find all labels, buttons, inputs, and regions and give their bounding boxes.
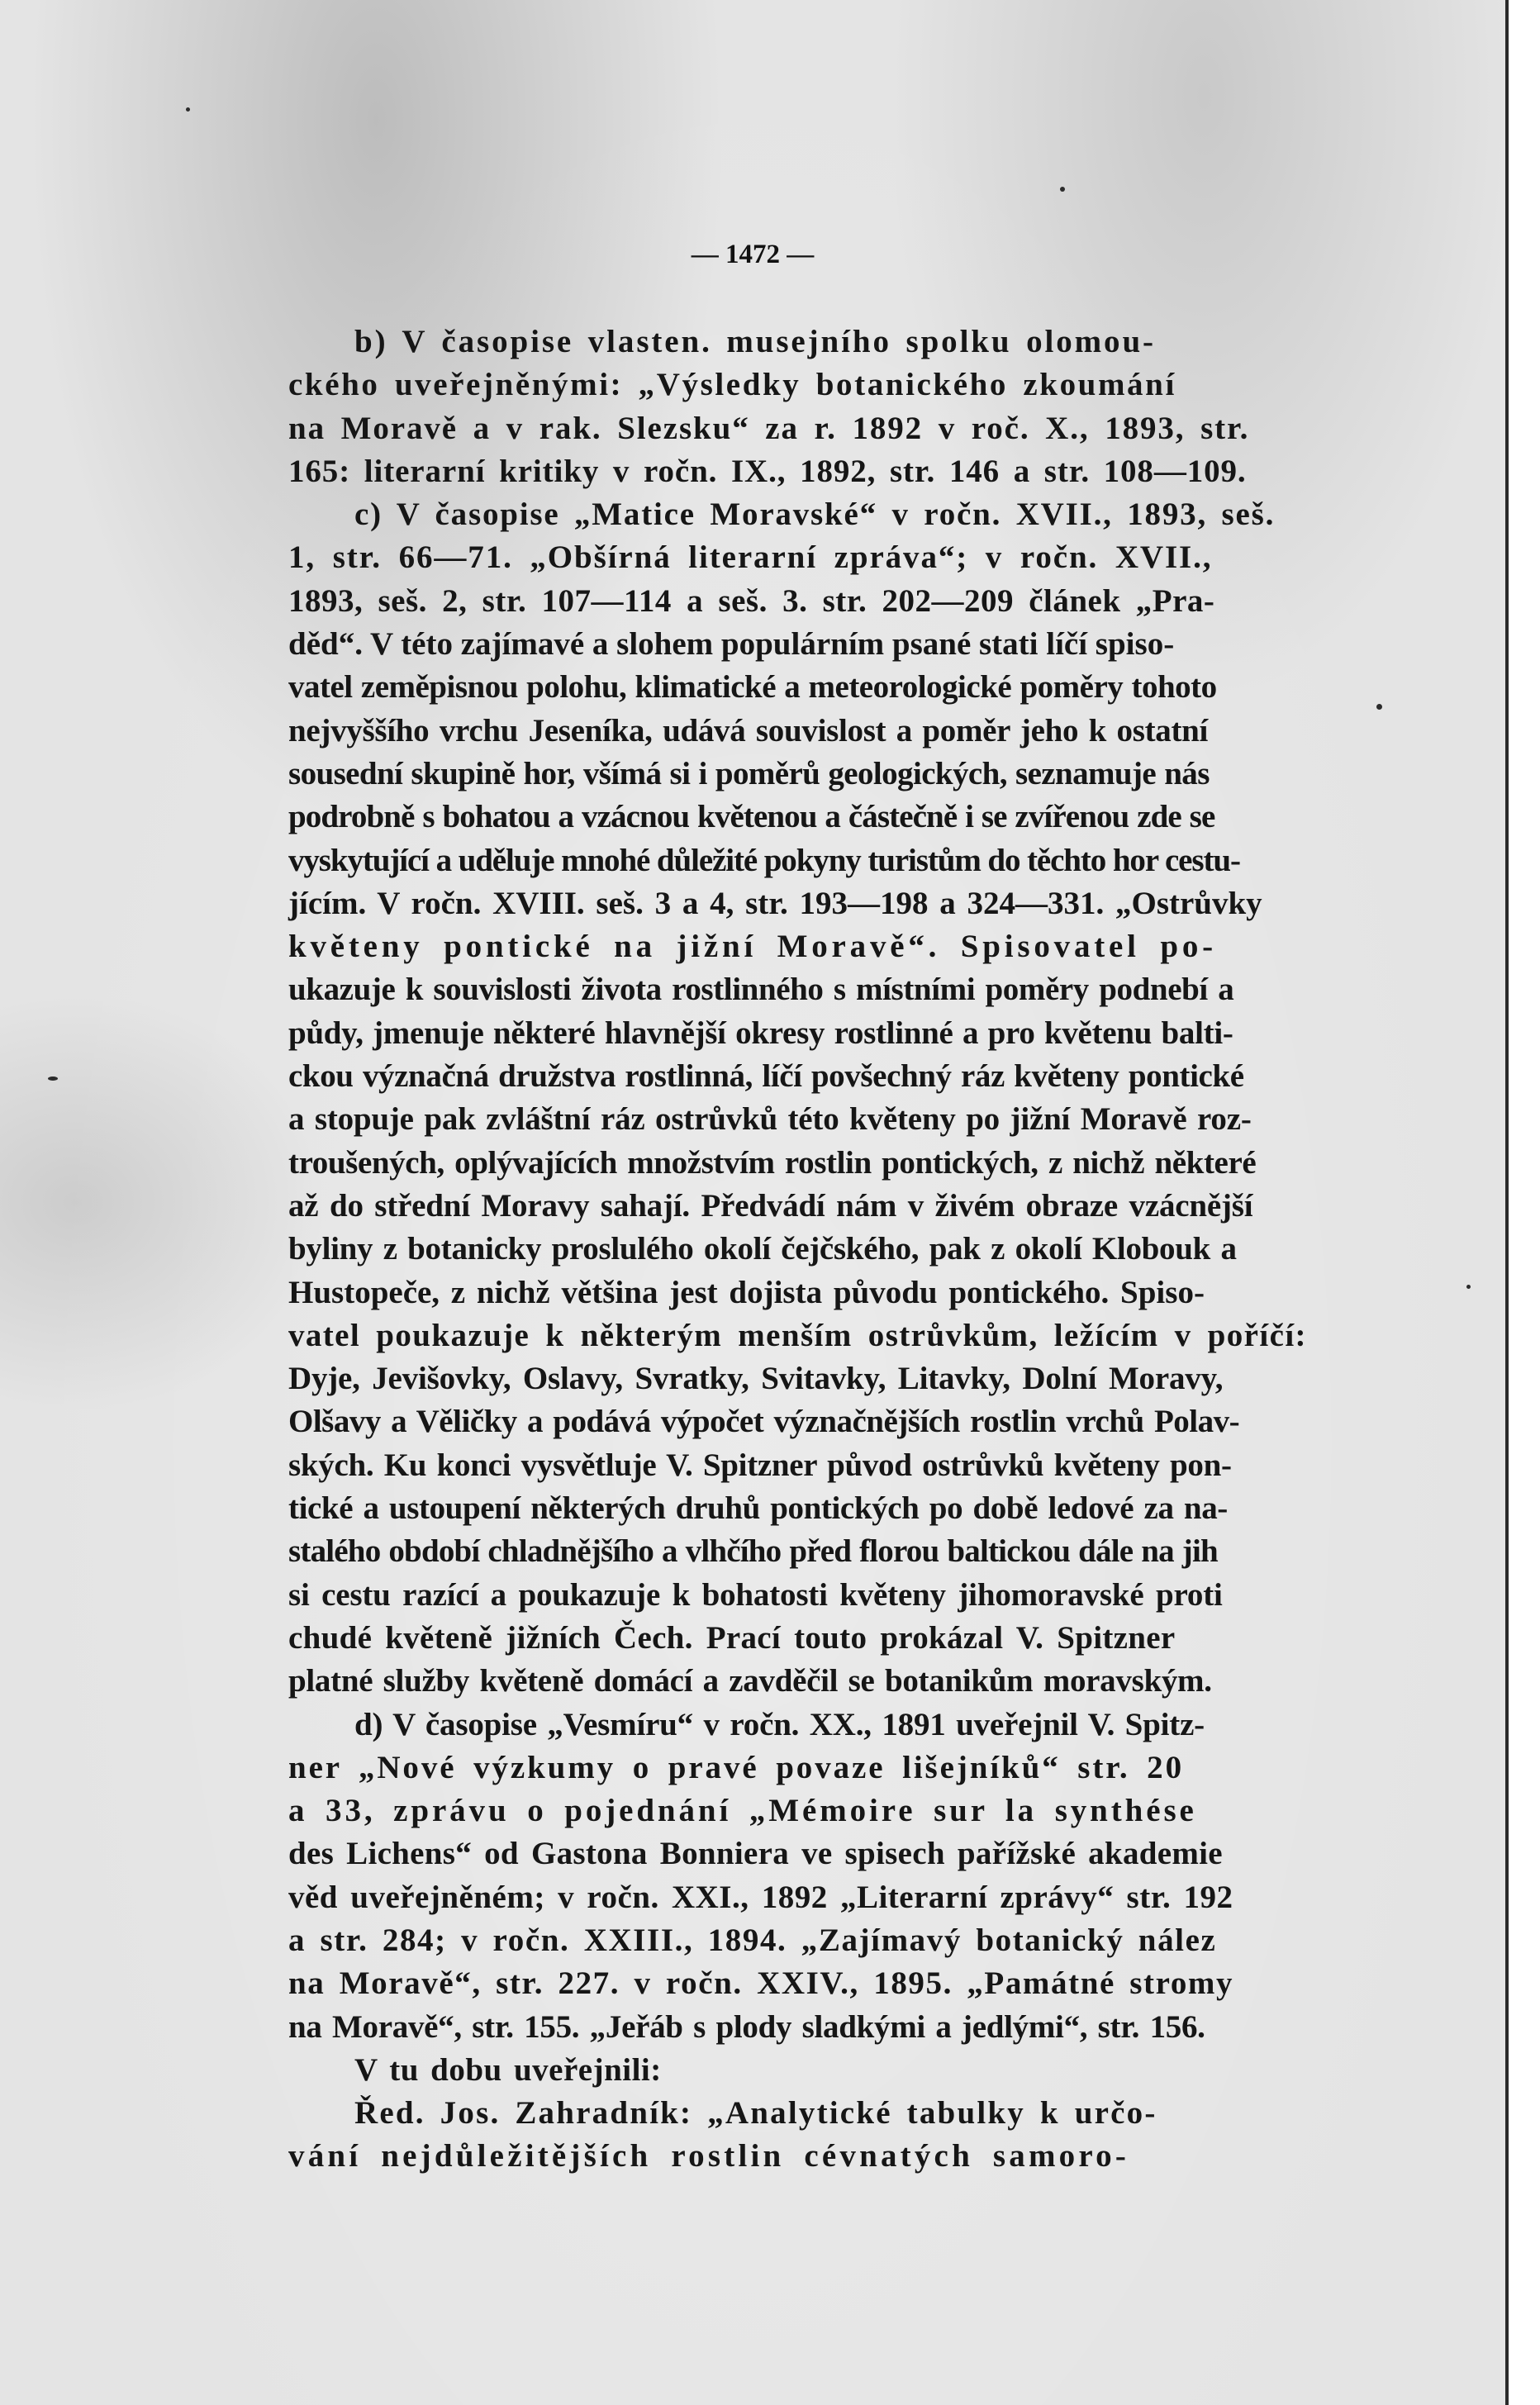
text-line: podrobně s bohatou a vzácnou květenou a částečně i se zvířenou zde se — [288, 799, 1215, 835]
text-line: ckou význačná družstva rostlinná, líčí povšechný ráz květeny pontické — [288, 1058, 1244, 1095]
text-line: a str. 284; v ročn. XXIII., 1894. „Zajímavý botanický nález — [288, 1922, 1217, 1958]
text-line: ckého uveřejněnými: „Výsledky botanického zkoumání — [288, 367, 1176, 403]
text-line: vyskytující a uděluje mnohé důležité pokyny turistům do těchto hor cestu- — [288, 842, 1240, 878]
ink-speck — [1466, 1285, 1471, 1289]
text-line: stalého období chladnějšího a vlhčího před florou baltickou dále na jih — [288, 1533, 1218, 1570]
text-line: V tu dobu uveřejnili: — [354, 2051, 662, 2088]
text-line: d) V časopise „Vesmíru“ v ročn. XX., 1891 uveřejnil V. Spitz- — [354, 1706, 1205, 1742]
ink-speck — [48, 1077, 58, 1081]
text-line: na Moravě“, str. 155. „Jeřáb s plody sladkými a jedlými“, str. 156. — [288, 2008, 1205, 2045]
text-line: Hustopeče, z nichž většina jest dojista původu pontického. Spiso- — [288, 1274, 1205, 1310]
text-line: půdy, jmenuje některé hlavnější okresy rostlinné a pro květenu balti- — [288, 1015, 1233, 1051]
text-line: c) V časopise „Matice Moravské“ v ročn. XVII., 1893, seš. — [354, 497, 1276, 533]
text-line: tické a ustoupení některých druhů pontických po době ledové za na- — [288, 1490, 1228, 1527]
text-line: troušených, oplývajících množstvím rostlin pontických, z nichž některé — [288, 1144, 1257, 1181]
body-text — [288, 321, 1359, 2179]
text-line: Řed. Jos. Zahradník: „Analytické tabulky k určo- — [354, 2095, 1157, 2132]
text-line: chudé květeně jižních Čech. Prací touto prokázal V. Spitzner — [288, 1619, 1176, 1656]
text-line: ner „Nové výzkumy o pravé povaze lišejníků“ str. 20 — [288, 1749, 1184, 1785]
text-line: des Lichens“ od Gastona Bonniera ve spisech pařížské akademie — [288, 1836, 1223, 1872]
text-line: 165: literarní kritiky v ročn. IX., 1892, str. 146 a str. 108—109. — [288, 453, 1247, 489]
text-line: sousední skupině hor, všímá si i poměrů geologických, seznamuje nás — [288, 755, 1210, 791]
text-line: Dyje, Jevišovky, Oslavy, Svratky, Svitavky, Litavky, Dolní Moravy, — [288, 1361, 1224, 1397]
page-number: — 1472 — — [691, 240, 815, 269]
text-line: platné služby květeně domácí a zavděčil se botanikům moravským. — [288, 1663, 1212, 1699]
text-line: jícím. V ročn. XVIII. seš. 3 a 4, str. 193—198 a 324—331. „Ostrůvky — [288, 885, 1262, 921]
text-line: nejvyššího vrchu Jeseníka, udává souvislost a poměr jeho k ostatní — [288, 712, 1209, 749]
text-line: byliny z botanicky proslulého okolí čejčského, pak z okolí Klobouk a — [288, 1231, 1237, 1267]
text-line: vání nejdůležitějších rostlin cévnatých samoro- — [288, 2138, 1130, 2174]
text-line: na Moravě a v rak. Slezsku“ za r. 1892 v roč. X., 1893, str. — [288, 410, 1250, 446]
text-line: Olšavy a Věličky a podává výpočet význačnějších rostlin vrchů Polav- — [288, 1404, 1240, 1440]
text-line: věd uveřejněném; v ročn. XXI., 1892 „Literarní zprávy“ str. 192 — [288, 1879, 1233, 1915]
text-line: květeny pontické na jižní Moravě“. Spisovatel po- — [288, 929, 1217, 965]
text-line: si cestu razící a poukazuje k bohatosti květeny jihomoravské proti — [288, 1576, 1223, 1613]
text-line: vatel poukazuje k některým menším ostrůvkům, ležícím v poříčí: — [288, 1317, 1307, 1353]
ink-speck — [1376, 704, 1382, 710]
text-line: b) V časopise vlasten. musejního spolku olomou- — [354, 324, 1156, 359]
ink-speck — [1060, 187, 1065, 192]
text-line: ských. Ku konci vysvětluje V. Spitzner původ ostrůvků květeny pon- — [288, 1447, 1232, 1483]
text-line: 1, str. 66—71. „Obšírná literarní zpráva“; v ročn. XVII., — [288, 539, 1213, 576]
text-line: a 33, zprávu o pojednání „Mémoire sur la synthése — [288, 1793, 1197, 1829]
text-line: vatel zeměpisnou polohu, klimatické a meteorologické poměry tohoto — [288, 669, 1217, 706]
text-line: 1893, seš. 2, str. 107—114 a seš. 3. str. 202—209 článek „Pra- — [288, 582, 1215, 619]
page-edge-border — [1505, 0, 1540, 2405]
text-line: ukazuje k souvislosti života rostlinného s místními poměry podnebí a — [288, 972, 1234, 1008]
ink-speck — [186, 107, 190, 112]
text-line: a stopuje pak zvláštní ráz ostrůvků této květeny po jižní Moravě roz- — [288, 1101, 1252, 1138]
text-line: na Moravě“, str. 227. v ročn. XXIV., 1895. „Památné stromy — [288, 1965, 1234, 2002]
text-line: až do střední Moravy sahají. Předvádí nám v živém obraze vzácnější — [288, 1187, 1253, 1224]
text-line: děd“. V této zajímavé a slohem populárním psané stati líčí spiso- — [288, 626, 1175, 663]
